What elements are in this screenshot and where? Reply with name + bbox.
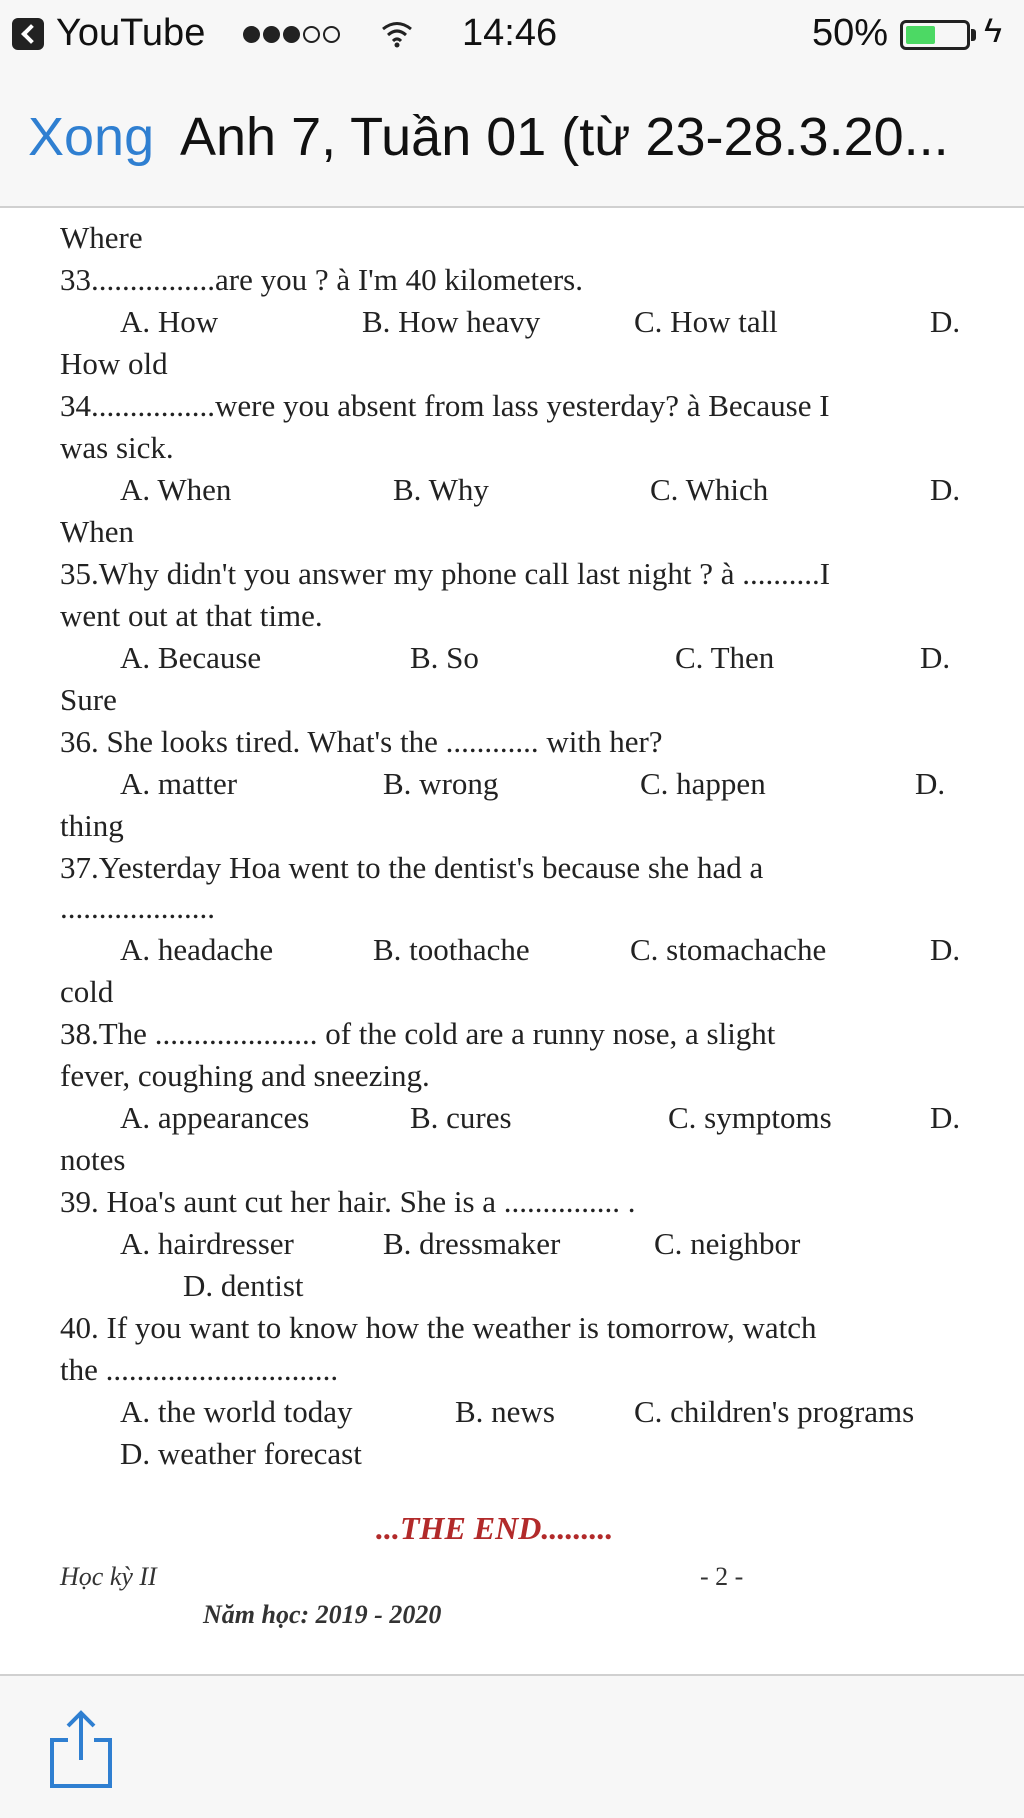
battery-icon (900, 20, 970, 50)
doc-line: fever, coughing and sneezing. (60, 1058, 430, 1093)
option: A. the world today (120, 1394, 353, 1429)
option: A. Because (120, 640, 262, 675)
option: B. How heavy (362, 304, 541, 339)
doc-line: 40. If you want to know how the weather is tomorrow, watch (60, 1310, 817, 1345)
doc-line: How old (60, 346, 168, 381)
option: D. (930, 472, 961, 507)
footer-school-year: Năm học: 2019 - 2020 (203, 1600, 442, 1629)
doc-line: 36. She looks tired. What's the ............ with her? (60, 724, 663, 759)
doc-line: was sick. (60, 430, 174, 465)
option: A. When (120, 472, 232, 507)
doc-line: 38.The ..................... of the cold are a runny nose, a slight (60, 1016, 776, 1051)
doc-line: 39. Hoa's aunt cut her hair. She is a ............... . (60, 1184, 636, 1219)
option: D. (930, 1100, 961, 1135)
doc-line: 35.Why didn't you answer my phone call last night ? à ..........I (60, 556, 831, 591)
option: C. symptoms (668, 1100, 832, 1135)
option: B. Why (393, 472, 489, 507)
option: C. happen (640, 766, 766, 801)
nav-bar (0, 66, 1024, 208)
doc-line: .................... (60, 890, 215, 925)
doc-line: cold (60, 974, 114, 1009)
status-bar (0, 0, 1024, 66)
doc-line: When (60, 514, 135, 549)
option: D. (920, 640, 951, 675)
clock: 14:46 (462, 12, 558, 54)
back-to-app-icon[interactable] (12, 18, 44, 50)
option: A. How (120, 304, 219, 339)
option: A. hairdresser (120, 1226, 294, 1261)
doc-line: notes (60, 1142, 126, 1177)
doc-line: Sure (60, 682, 117, 717)
option: C. Which (650, 472, 769, 507)
option: B. news (455, 1394, 555, 1429)
the-end-label: ...THE END......... (376, 1510, 614, 1546)
option: A. headache (120, 932, 274, 967)
option: C. neighbor (654, 1226, 801, 1261)
option: C. stomachache (630, 932, 827, 967)
option: B. toothache (373, 932, 530, 967)
bottom-toolbar (0, 1674, 1024, 1818)
option: B. dressmaker (383, 1226, 561, 1261)
option: B. wrong (383, 766, 499, 801)
doc-line: 34................were you absent from lass yesterday? à Because I (60, 388, 830, 423)
signal-icon (243, 26, 343, 48)
option: D. (915, 766, 946, 801)
footer-page-number: - 2 - (700, 1562, 744, 1591)
wifi-icon (380, 16, 414, 50)
document-title: Anh 7, Tuần 01 (từ 23-28.3.20... (180, 107, 949, 167)
option: B. cures (410, 1100, 512, 1135)
option: C. children's programs (634, 1394, 915, 1429)
option: B. So (410, 640, 479, 675)
doc-line: went out at that time. (60, 598, 323, 633)
done-button[interactable]: Xong (28, 107, 155, 167)
doc-line: the .............................. (60, 1352, 339, 1387)
battery-tip (971, 29, 976, 41)
footer-semester: Học kỳ II (60, 1562, 157, 1591)
doc-line: thing (60, 808, 124, 843)
charging-icon: ϟ (984, 12, 1002, 50)
doc-line: Where (60, 220, 143, 255)
document-page (0, 208, 1024, 1674)
option: C. How tall (634, 304, 778, 339)
back-app-label[interactable]: YouTube (56, 12, 206, 54)
doc-line: 33................are you ? à I'm 40 kilometers. (60, 262, 583, 297)
battery-percent: 50% (812, 12, 889, 54)
share-icon[interactable] (46, 1710, 116, 1790)
option: D. dentist (183, 1268, 304, 1303)
option: A. appearances (120, 1100, 310, 1135)
option: D. weather forecast (120, 1436, 362, 1471)
option: D. (930, 304, 961, 339)
option: A. matter (120, 766, 238, 801)
option: C. Then (675, 640, 775, 675)
option: D. (930, 932, 961, 967)
doc-line: 37.Yesterday Hoa went to the dentist's because she had a (60, 850, 764, 885)
